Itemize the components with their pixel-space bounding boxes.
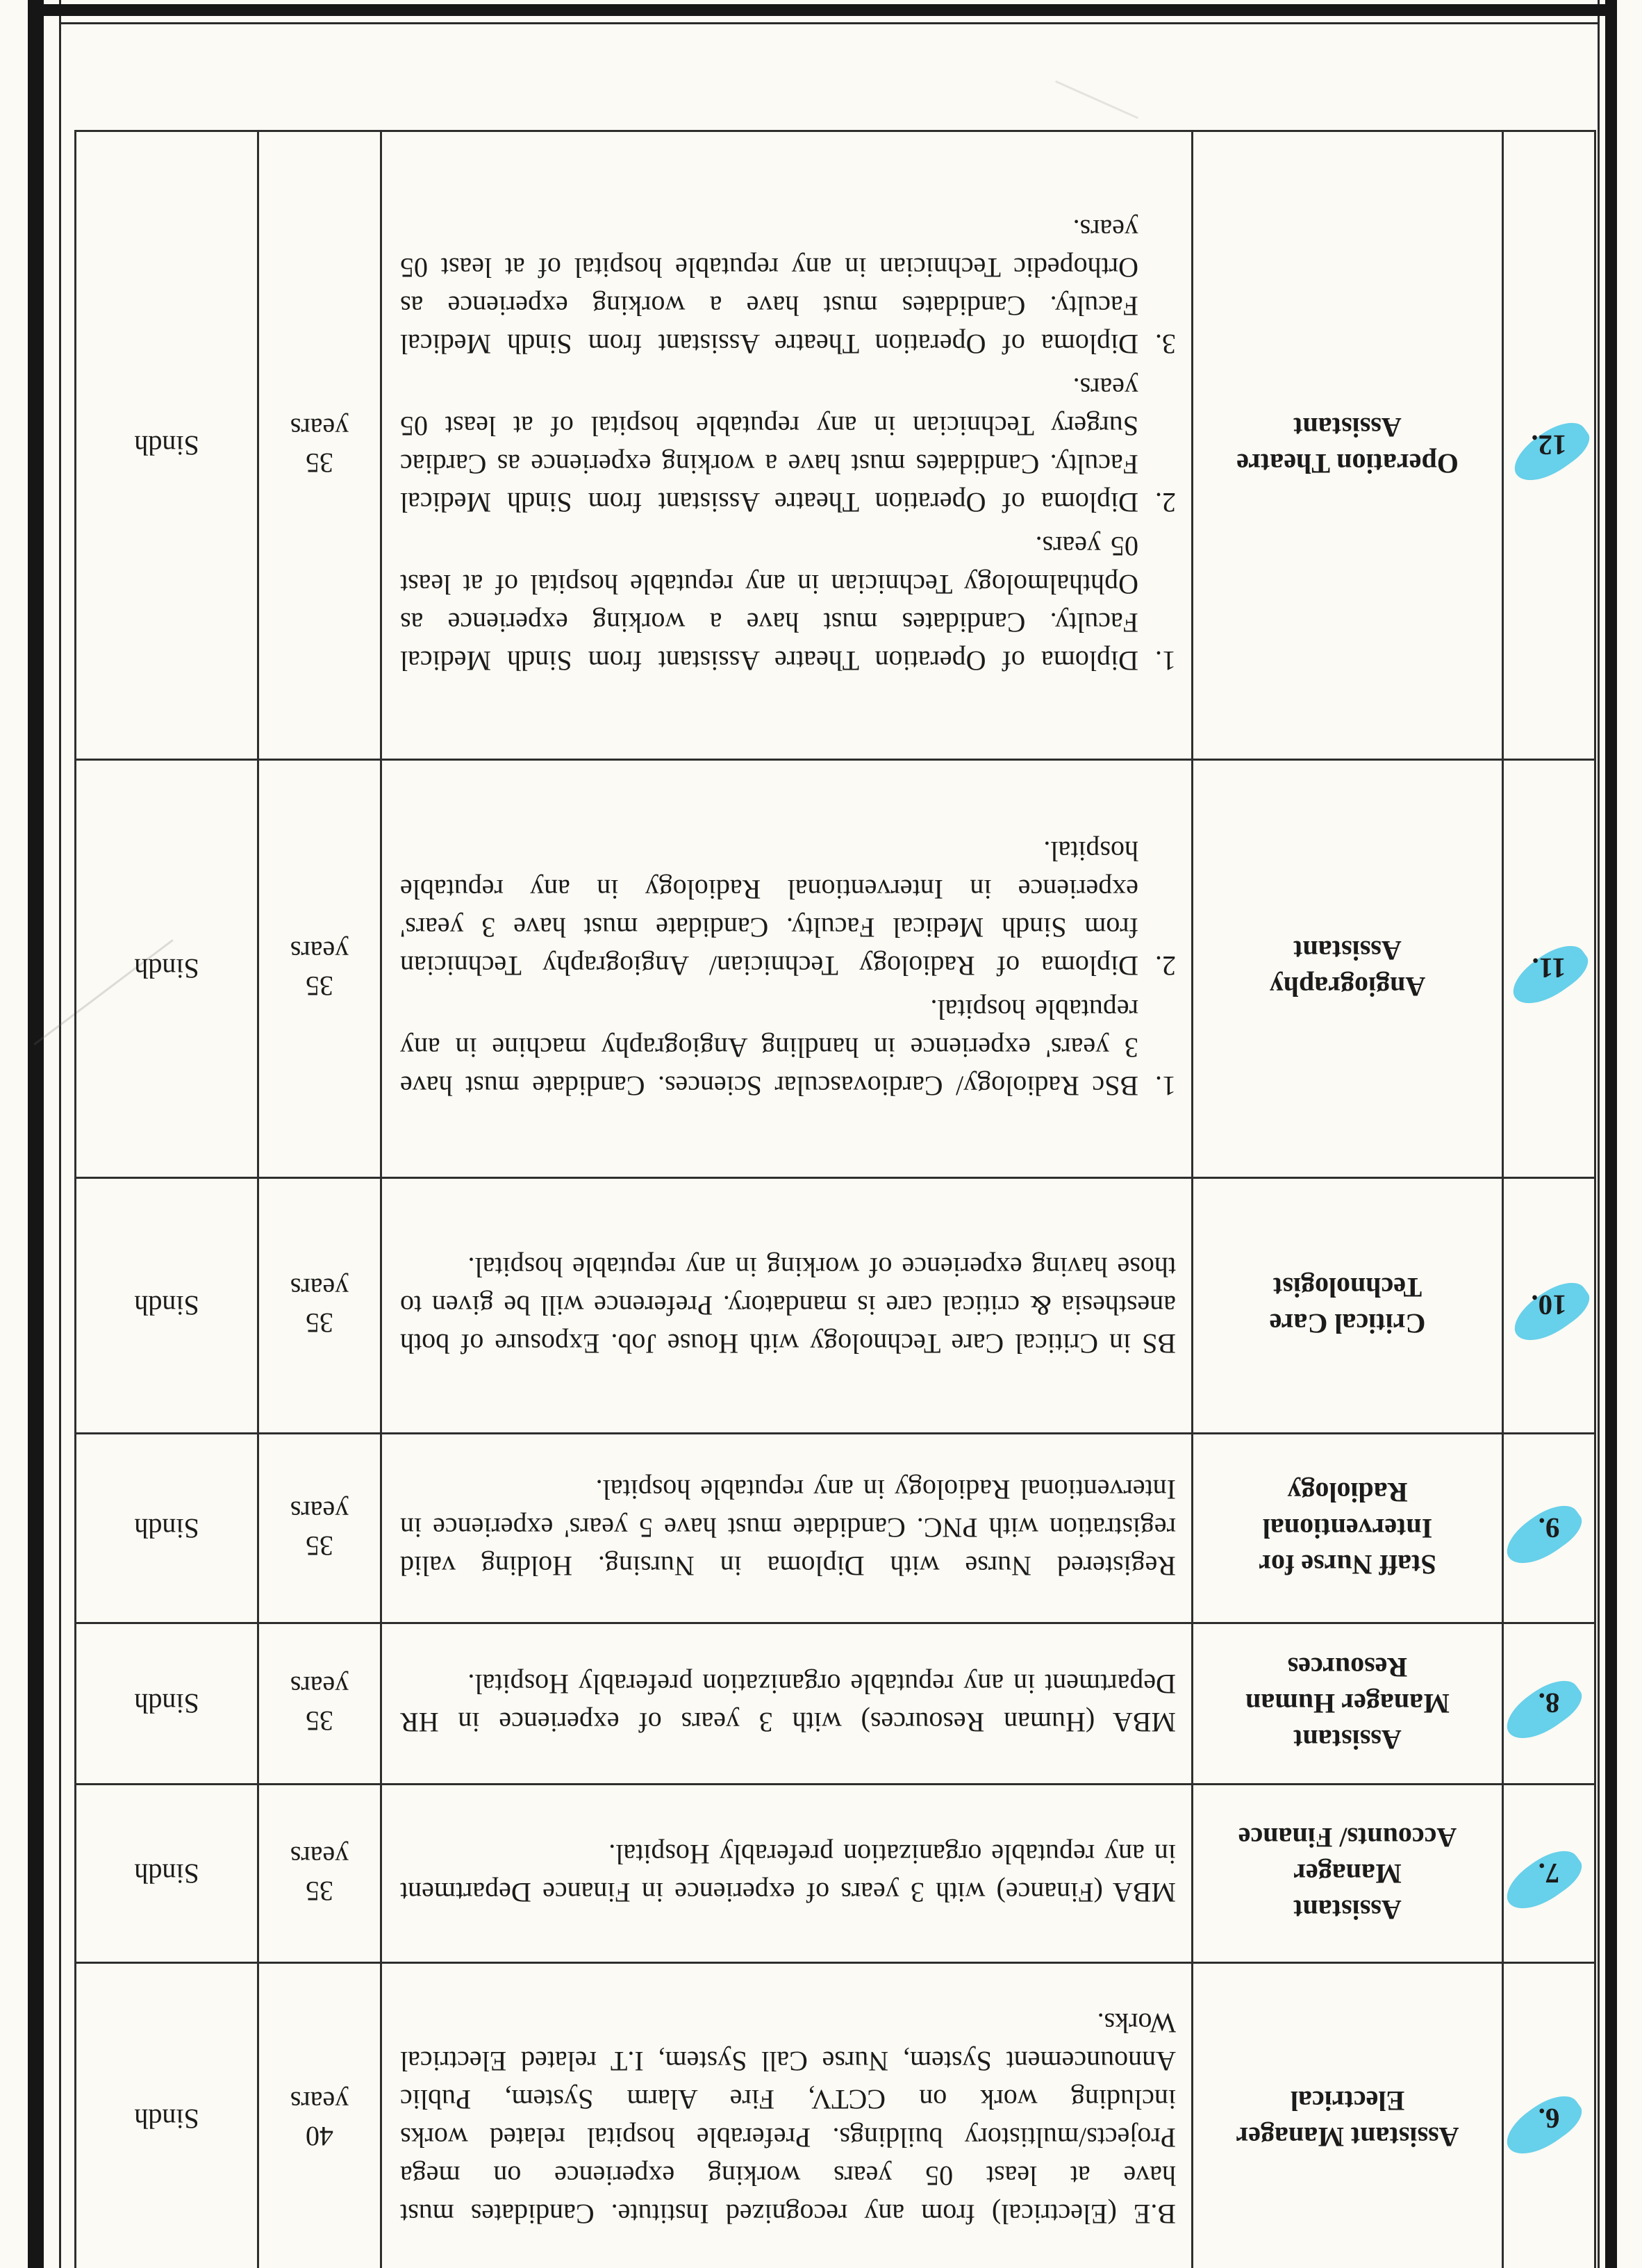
domicile-cell: [76, 1963, 258, 2268]
page-frame-outer-rule: [1605, 0, 1617, 2268]
position-line: Critical Care: [1269, 1308, 1426, 1340]
qualification-text: BS in Critical Care Technology with House Job. Exposure of both anesthesia & critical care is mandatory. Preference will be given to those having experience of working in any reputable hospital.: [400, 1252, 1176, 1359]
age-cell: [258, 1178, 381, 1434]
page-frame-inner-rule: [59, 22, 1600, 24]
qualification-text: Registered Nurse with Diploma in Nursing. Holding valid registration with PNC. Candidate must have 5 years' experience in Interventional Radiology in any reputable hospital.: [400, 1474, 1176, 1582]
age-value: 35: [306, 447, 333, 479]
serial-cell: [1503, 1178, 1595, 1434]
domicile-cell: [76, 1434, 258, 1623]
page-frame-inner-rule: [1598, 0, 1600, 2268]
domicile-value: Sindh: [134, 1688, 199, 1720]
position-line: Assistant: [1293, 1724, 1402, 1756]
page-frame-inner-rule: [59, 0, 61, 2268]
serial-number: 10.: [1528, 1286, 1569, 1326]
serial-number: 11.: [1529, 949, 1569, 989]
age-cell: [258, 1963, 381, 2268]
position-line: Assistant: [1293, 412, 1402, 443]
page-frame-outer-rule: [28, 0, 44, 2268]
age-unit: years: [290, 1273, 349, 1305]
position-line: Staff Nurse for: [1259, 1549, 1436, 1580]
age-cell: [258, 131, 381, 760]
serial-cell: [1503, 1434, 1595, 1623]
table-row: [76, 131, 1595, 760]
qualification-item: [400, 369, 1176, 522]
qualification-cell: [381, 760, 1193, 1178]
position-line: Assistant: [1293, 935, 1402, 967]
qualification-cell: [381, 1178, 1193, 1434]
item-text: Diploma of Operation Theatre Assistant from Sindh Medical Faculty. Candidates must have a working experience as Orthopedic Technician in any reputable hospital of at least 05 years.: [400, 214, 1138, 360]
position-line: Technologist: [1272, 1272, 1423, 1304]
age-cell: [258, 1434, 381, 1623]
position-line: Assistant Manager: [1236, 2121, 1459, 2153]
qualification-cell: [381, 1434, 1193, 1623]
age-value: 35: [306, 1876, 333, 1907]
qualification-cell: [381, 131, 1193, 760]
item-text: Diploma of Operation Theatre Assistant from Sindh Medical Faculty. Candidates must have a working experience as Cardiac Surgery Technician in any reputable hospital of at least 05 years.: [400, 372, 1138, 518]
domicile-value: Sindh: [134, 953, 199, 985]
domicile-value: Sindh: [134, 1513, 199, 1544]
qualification-item: [400, 527, 1176, 680]
age-value: 40: [306, 2121, 333, 2153]
age-unit: years: [290, 936, 349, 968]
position-cell: [1193, 131, 1503, 760]
age-unit: years: [290, 1496, 349, 1527]
domicile-value: Sindh: [134, 1858, 199, 1889]
serial-cell: [1503, 131, 1595, 760]
table-row: [76, 1434, 1595, 1623]
position-line: Manager Human: [1245, 1688, 1450, 1720]
position-line: Interventional: [1262, 1513, 1433, 1544]
age-unit: years: [290, 1841, 349, 1872]
position-cell: [1193, 1434, 1503, 1623]
serial-cell: [1503, 1785, 1595, 1963]
domicile-cell: [76, 131, 258, 760]
position-line: Manager: [1293, 1858, 1402, 1889]
domicile-cell: [76, 760, 258, 1178]
serial-cell: [1503, 760, 1595, 1178]
position-line: Electrical: [1290, 2085, 1405, 2117]
position-cell: [1193, 1178, 1503, 1434]
domicile-cell: [76, 1785, 258, 1963]
serial-number: 9.: [1536, 1508, 1563, 1548]
scan-artifact: [1055, 81, 1138, 119]
serial-number: 8.: [1536, 1684, 1563, 1724]
item-marker: 3.: [1155, 329, 1176, 360]
serial-number: 12.: [1528, 425, 1569, 465]
qualification-cell: [381, 1623, 1193, 1785]
position-line: Angiography: [1269, 971, 1426, 1003]
item-marker: 1.: [1155, 645, 1176, 677]
position-line: Operation Theatre: [1236, 448, 1459, 479]
domicile-cell: [76, 1178, 258, 1434]
position-line: Assistant: [1293, 1894, 1402, 1926]
position-cell: [1193, 760, 1503, 1178]
item-marker: 2.: [1155, 487, 1176, 518]
age-cell: [258, 1785, 381, 1963]
qualification-text: MBA (Finance) with 3 years of experience in Finance Department in any reputable organization preferably Hospital.: [400, 1839, 1176, 1908]
age-unit: years: [290, 1671, 349, 1703]
domicile-value: Sindh: [134, 1290, 199, 1322]
age-cell: [258, 1623, 381, 1785]
position-cell: [1193, 1785, 1503, 1963]
qualification-text: B.E (Electrical) from any recognized Institute. Candidates must have at least 05 years working experience on mega Projects/multistory buildings. Preferable hospital related works including work on CCTV, Fire Alarm System, Public Announcement System, Nurse Call System, I.T related Electrical Works.: [400, 2008, 1176, 2230]
table-row: [76, 1963, 1595, 2268]
serial-number: 7.: [1536, 1853, 1563, 1894]
item-text: Diploma of Radiology Technician/ Angiography Technician from Sindh Medical Faculty. Candidate must have 3 years' experience in Interventional Radiology in any reputable hospital.: [400, 836, 1138, 982]
item-text: Diploma of Operation Theatre Assistant from Sindh Medical Faculty. Candidates must have a working experience as Ophthalmology Technician in any reputable hospital of at least 05 years.: [400, 531, 1138, 677]
serial-cell: [1503, 1963, 1595, 2268]
position-line: Accounts/ Finance: [1238, 1822, 1457, 1853]
serial-cell: [1503, 1623, 1595, 1785]
domicile-value: Sindh: [134, 2103, 199, 2135]
age-value: 35: [306, 1705, 333, 1737]
age-cell: [258, 760, 381, 1178]
age-value: 35: [306, 970, 333, 1002]
table-row: [76, 1623, 1595, 1785]
domicile-cell: [76, 1623, 258, 1785]
position-line: Radiology: [1287, 1477, 1408, 1508]
position-cell: [1193, 1623, 1503, 1785]
age-value: 35: [306, 1530, 333, 1562]
item-marker: 1.: [1155, 1070, 1176, 1102]
age-unit: years: [290, 2086, 349, 2118]
serial-number: 6.: [1536, 2099, 1563, 2139]
item-marker: 2.: [1155, 950, 1176, 982]
table-row: [76, 1785, 1595, 1963]
qualification-cell: [381, 1785, 1193, 1963]
page-frame-outer-rule: [28, 4, 1617, 16]
qualification-cell: [381, 1963, 1193, 2268]
positions-table: [74, 130, 1596, 2268]
age-unit: years: [290, 413, 349, 444]
item-text: BSc Radiology/ Cardiovascular Sciences. Candidate must have 3 years' experience in handling Angiography machine in any reputable hospital.: [400, 994, 1138, 1102]
table-row: [76, 760, 1595, 1178]
qualification-item: [400, 991, 1176, 1105]
position-cell: [1193, 1963, 1503, 2268]
position-line: Resources: [1287, 1652, 1408, 1684]
age-value: 35: [306, 1307, 333, 1339]
domicile-value: Sindh: [134, 430, 199, 461]
table-row: [76, 1178, 1595, 1434]
qualification-item: [400, 210, 1176, 363]
qualification-item: [400, 832, 1176, 985]
qualification-text: MBA (Human Resources) with 3 years of experience in HR Department in any reputable organization preferably Hospital.: [400, 1669, 1176, 1739]
